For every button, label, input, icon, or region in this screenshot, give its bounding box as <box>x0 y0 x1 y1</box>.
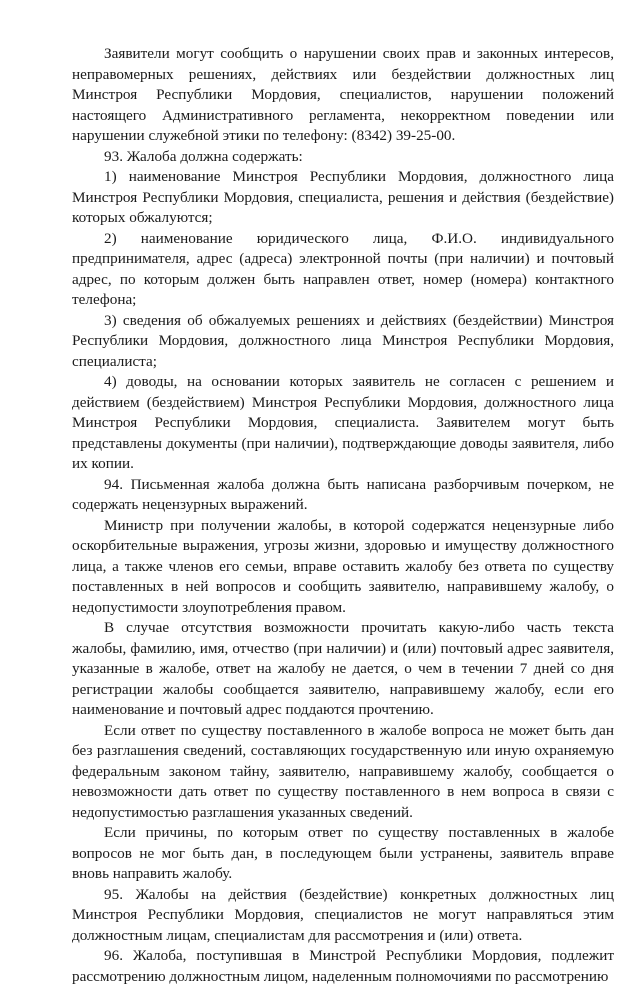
paragraph-94-secret: Если ответ по существу поставленного в жалобе вопроса не может быть дан без разглашения сведений, составляющих государственную или иную охраняемую федеральным законом тайну, заявителю, направившему жалобу, сообщается о невозможности дать ответ по существу поставленного в нем вопроса в связи с недопустимостью разглашения указанных сведений. <box>72 721 614 821</box>
paragraph-contact-phone: Заявители могут сообщить о нарушении своих прав и законных интересов, неправомерных решениях, действиях или бездействии должностных лиц Минстроя Республики Мордовия, специалистов, нарушении положений настоящего Административного регламента, некорректном поведении или нарушении служебной этики по телефону: (8342) 39-25-00. <box>72 45 614 144</box>
paragraph-94: 94. Письменная жалоба должна быть написана разборчивым почерком, не содержать нецензурных выражений. <box>72 475 614 513</box>
document-text <box>72 44 614 987</box>
paragraph-93-item-3: 3) сведения об обжалуемых решениях и действиях (бездействии) Минстроя Республики Мордовия, должностного лица Минстроя Республики Мордовия, специалиста; <box>72 311 614 370</box>
paragraph-96: 96. Жалоба, поступившая в Минстрой Республики Мордовия, подлежит рассмотрению должностным лицом, наделенным полномочиями по рассмотрению <box>72 947 614 985</box>
paragraph-95: 95. Жалобы на действия (бездействие) конкретных должностных лиц Минстроя Республики Мордовия, специалистов не могут направляться этим должностным лицам, специалистам для рассмотрения и (или) ответа. <box>72 885 614 944</box>
paragraph-93-item-1: 1) наименование Минстроя Республики Мордовия, должностного лица Минстроя Республики Мордовия, специалиста, решения и действия (бездействие) которых обжалуются; <box>72 168 614 226</box>
paragraph-94-unreadable: В случае отсутствия возможности прочитать какую-либо часть текста жалобы, фамилию, имя, отчество (при наличии) и (или) почтовый адрес заявителя, указанные в жалобе, ответ на жалобу не дается, о чем в течении 7 дней со дня регистрации жалобы сообщается заявителю, направившему жалобу, если его наименование и почтовый адрес поддаются прочтению. <box>72 619 614 718</box>
paragraph-93-item-2: 2) наименование юридического лица, Ф.И.О. индивидуального предпринимателя, адрес (адреса) электронной почты (при наличии) и почтовый адрес, по которым должен быть направлен ответ, номер (номера) контактного телефона; <box>72 229 614 308</box>
paragraph-94-minister: Министр при получении жалобы, в которой содержатся нецензурные либо оскорбительные выражения, угрозы жизни, здоровью и имуществу должностного лица, а также членов его семьи, вправе оставить жалобу без ответа по существу поставленных в ней вопросов и сообщить заявителю, направившему жалобу, о недопустимости злоупотребления правом. <box>72 516 614 616</box>
paragraph-93-heading: 93. Жалоба должна содержать: <box>104 147 303 165</box>
paragraph-94-resubmit: Если причины, по которым ответ по существу поставленных в жалобе вопросов не мог быть дан, в последующем были устранены, заявитель вправе вновь направить жалобу. <box>72 824 614 882</box>
paragraph-93-item-4: 4) доводы, на основании которых заявитель не согласен с решением и действием (бездействием) Минстроя Республики Мордовия, должностного лица Минстроя Республики Мордовия, специалиста. Заявителем могут быть представлены документы (при наличии), подтверждающие доводы заявителя, либо их копии. <box>72 373 614 472</box>
